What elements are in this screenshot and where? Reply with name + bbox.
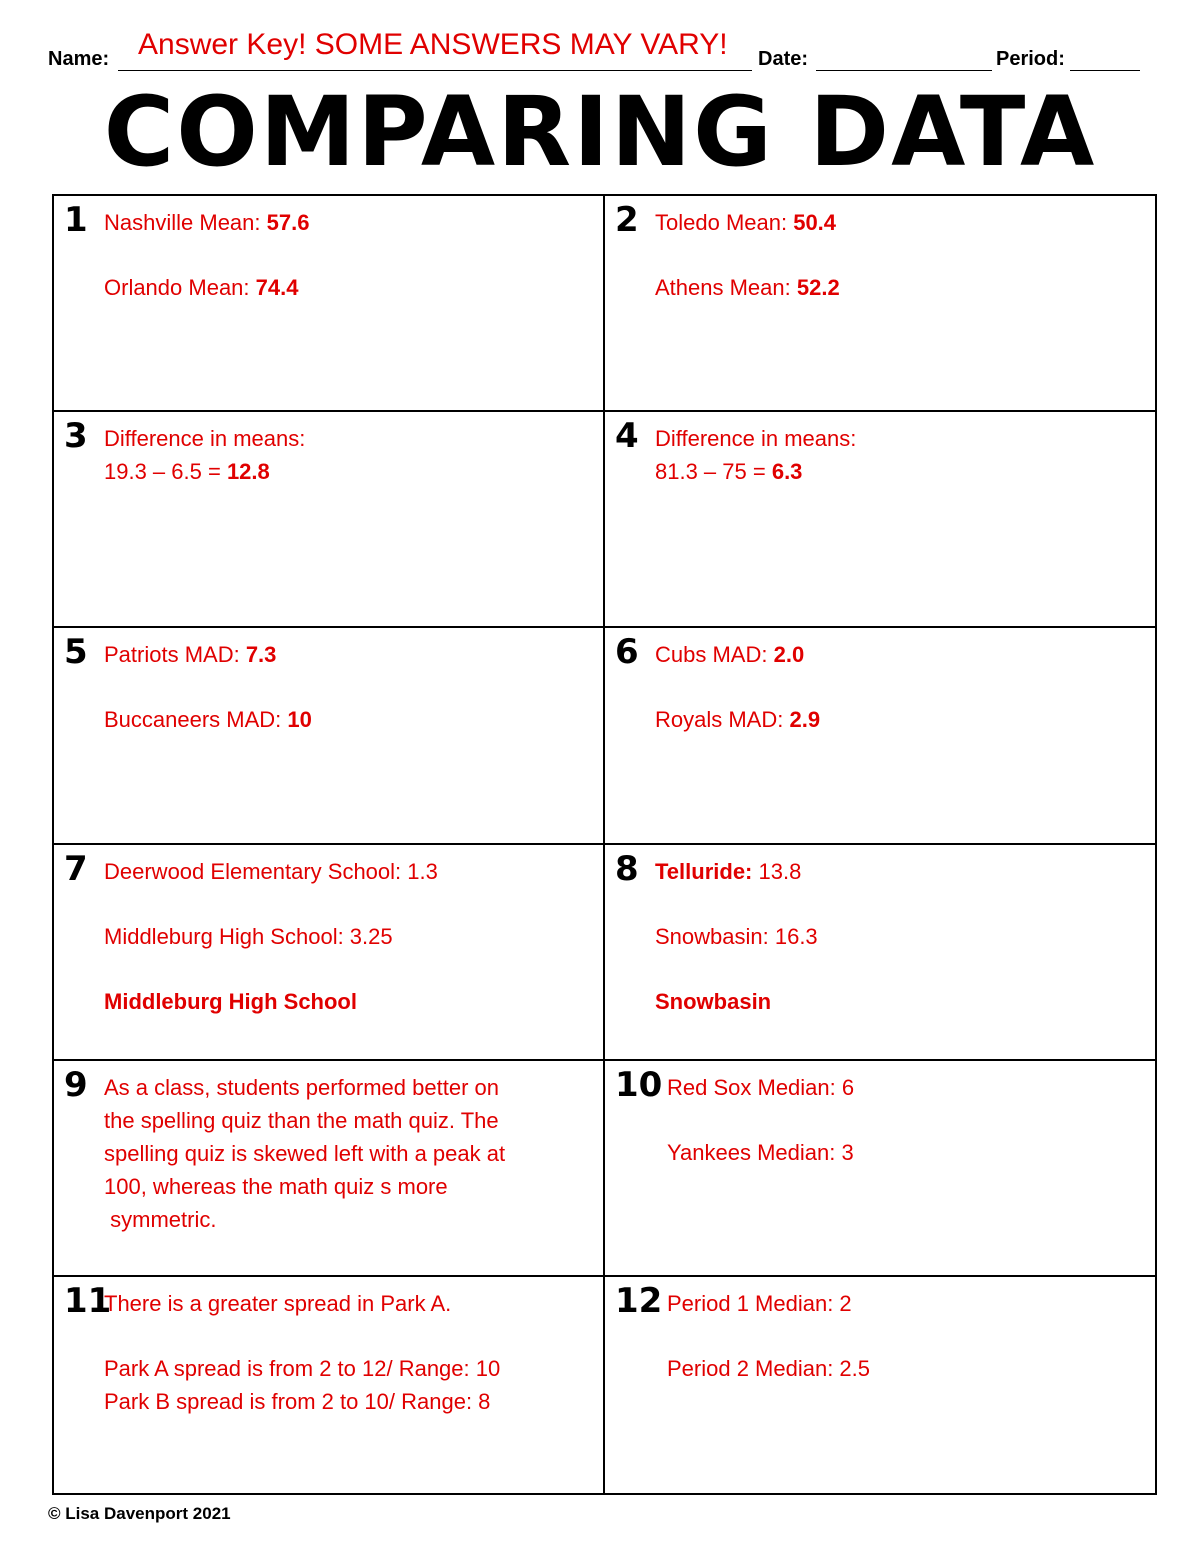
answer-text: Deerwood Elementary School: 1.3 (104, 858, 438, 884)
answer-text: Buccaneers MAD: (104, 707, 288, 733)
answer-cell-3 (54, 412, 605, 628)
answer-value: 6.3 (771, 459, 803, 485)
problem-number: 12 (615, 1280, 663, 1321)
answer-cell-6 (605, 628, 1157, 844)
answer-text: 81.3 – 75 = (655, 459, 772, 485)
answer-text: 19.3 – 6.5 = (104, 459, 227, 485)
answer-value: Snowbasin (655, 988, 772, 1014)
problem-number: 9 (64, 1064, 88, 1105)
answer-text: Yankees Median: 3 (667, 1139, 854, 1165)
answer-text: symmetric. (104, 1206, 217, 1232)
answer-value: 2.9 (789, 707, 821, 733)
answer-content (655, 422, 1127, 488)
answer-value: 13.8 (758, 858, 802, 884)
answer-content (104, 855, 573, 1018)
page-title: COMPARING DATA (103, 76, 1097, 188)
answer-content (655, 855, 1127, 1018)
answer-cell-1 (54, 196, 605, 412)
answer-text: Middleburg High School: 3.25 (104, 923, 393, 949)
answer-text: Cubs MAD: (655, 642, 774, 668)
answer-content (104, 206, 573, 304)
answer-text: Orlando Mean: (104, 275, 256, 300)
answer-text: 100, whereas the math quiz s more (104, 1173, 448, 1199)
answer-grid (52, 194, 1157, 1495)
answer-text: As a class, students performed better on (104, 1074, 499, 1100)
answer-text: Difference in means: (104, 426, 306, 452)
problem-number: 5 (64, 632, 88, 673)
answer-content (104, 1287, 573, 1418)
problem-number: 4 (615, 416, 639, 457)
worksheet-header (48, 28, 1148, 76)
answer-text: Patriots MAD: (104, 642, 246, 668)
answer-value: 7.3 (245, 642, 277, 668)
name-label: Name: (48, 48, 110, 70)
answer-cell-2 (605, 196, 1157, 412)
problem-number: 1 (64, 200, 88, 240)
problem-number: 7 (64, 848, 88, 889)
answer-text: Telluride: (655, 858, 759, 884)
date-field[interactable] (816, 70, 992, 71)
name-field[interactable] (118, 70, 752, 71)
problem-number: 11 (64, 1280, 112, 1321)
answer-text: Period 1 Median: 2 (667, 1290, 852, 1316)
answer-text: the spelling quiz than the math quiz. The (104, 1107, 499, 1133)
answer-key-note: Answer Key! SOME ANSWERS MAY VARY! (138, 28, 728, 61)
answer-value: 10 (287, 707, 312, 733)
answer-content (655, 206, 1127, 304)
answer-value: 50.4 (793, 210, 837, 235)
answer-text: Park A spread is from 2 to 12/ Range: 10 (104, 1355, 501, 1381)
answer-cell-11 (54, 1277, 605, 1493)
answer-content (104, 422, 573, 488)
answer-text: spelling quiz is skewed left with a peak at (104, 1140, 506, 1166)
copyright-footer: © Lisa Davenport 2021 (48, 1504, 231, 1523)
answer-content (655, 638, 1127, 736)
answer-value: 52.2 (796, 275, 840, 300)
answer-value: 12.8 (226, 459, 270, 485)
answer-text: Red Sox Median: 6 (667, 1074, 855, 1100)
problem-number: 6 (615, 632, 639, 673)
answer-cell-10 (605, 1061, 1157, 1277)
answer-value: 74.4 (255, 275, 299, 300)
answer-content (667, 1071, 1127, 1169)
period-field[interactable] (1070, 70, 1140, 71)
date-label: Date: (758, 48, 809, 70)
answer-text: Period 2 Median: 2.5 (667, 1355, 871, 1381)
answer-cell-12 (605, 1277, 1157, 1493)
period-label: Period: (996, 48, 1065, 70)
answer-value: 2.0 (773, 642, 805, 668)
answer-text: Difference in means: (655, 426, 857, 452)
problem-number: 3 (64, 416, 88, 457)
answer-value: 57.6 (266, 210, 310, 235)
answer-text: Toledo Mean: (655, 210, 794, 235)
answer-value: Middleburg High School (104, 988, 357, 1014)
problem-number: 2 (615, 200, 639, 240)
answer-text: Nashville Mean: (104, 210, 267, 235)
answer-text: Royals MAD: (655, 707, 790, 733)
answer-cell-9 (54, 1061, 605, 1277)
answer-cell-7 (54, 845, 605, 1061)
answer-cell-8 (605, 845, 1157, 1061)
answer-content (667, 1287, 1127, 1385)
answer-cell-5 (54, 628, 605, 844)
answer-text: There is a greater spread in Park A. (104, 1290, 452, 1316)
answer-text: Athens Mean: (655, 275, 797, 300)
answer-text: Park B spread is from 2 to 10/ Range: 8 (104, 1388, 491, 1414)
problem-number: 8 (615, 848, 639, 889)
answer-content (104, 638, 573, 736)
problem-number: 10 (615, 1064, 663, 1105)
answer-cell-4 (605, 412, 1157, 628)
answer-text: Snowbasin: 16.3 (655, 923, 818, 949)
answer-content (104, 1071, 573, 1236)
